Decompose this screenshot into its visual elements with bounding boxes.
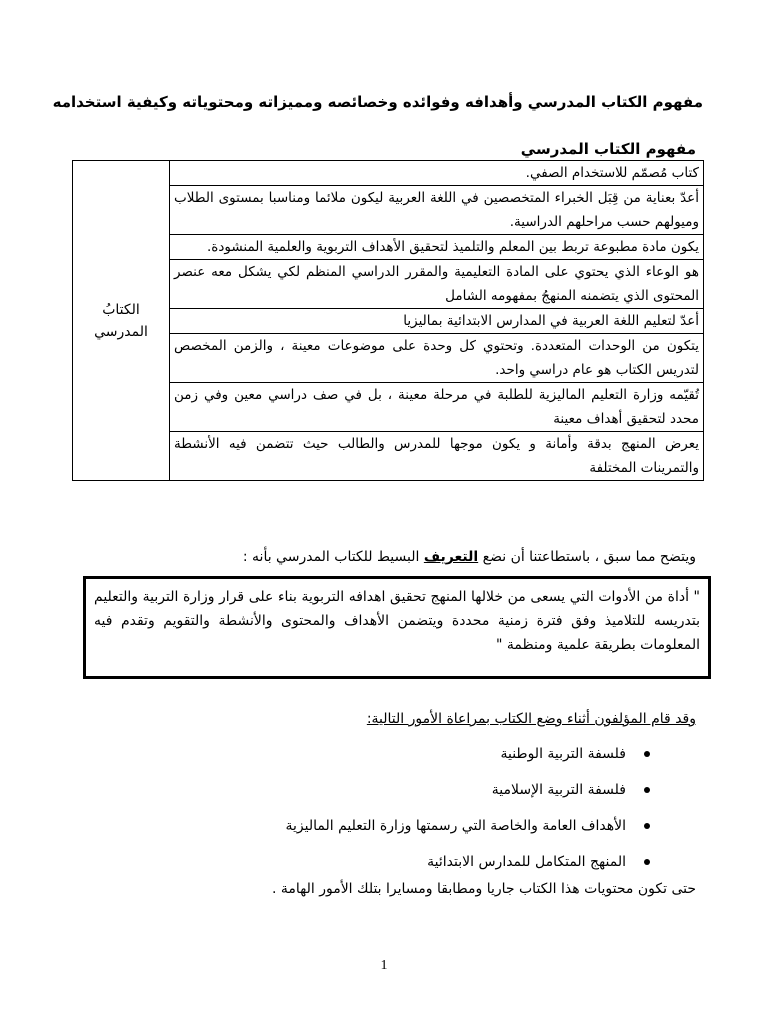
- table-cell: كتاب مُصمّم للاستخدام الصفي.: [170, 161, 704, 186]
- definition-intro: [60, 546, 696, 568]
- table-cell: يعرض المنهج بدقة وأمانة و يكون موجها للمدرس والطالب حيث تتضمن فيه الأنشطة والتمرينات المختلفة: [170, 432, 704, 481]
- concept-table: [72, 160, 704, 481]
- factors-list: [136, 736, 696, 880]
- table-cell: أعدّ بعناية من قِبَل الخبراء المتخصصين في اللغة العربية ليكون ملائما ومناسبا بمستوى الطلاب وميولهم حسب مراحلهم الدراسية.: [170, 186, 704, 235]
- table-row: [73, 161, 704, 186]
- list-item-text: فلسفة التربية الإسلامية: [491, 782, 626, 798]
- intro-text-after: البسيط للكتاب المدرسي بأنه :: [242, 549, 420, 565]
- list-item: [136, 736, 696, 772]
- bullet-icon: [644, 823, 650, 829]
- table-cell: أعدّ لتعليم اللغة العربية في المدارس الابتدائية بماليزيا: [170, 309, 704, 334]
- table-cell: يتكون من الوحدات المتعددة. وتحتوي كل وحدة على موضوعات معينة ، والزمن المخصص لتدريس الكتاب هو عام دراسي واحد.: [170, 334, 704, 383]
- conclusion: حتى تكون محتويات هذا الكتاب جاريا ومطابقا ومسايرا بتلك الأمور الهامة .: [271, 881, 696, 897]
- section-title: مفهوم الكتاب المدرسي: [520, 140, 696, 158]
- bullet-icon: [644, 751, 650, 757]
- bullet-icon: [644, 787, 650, 793]
- intro-keyword: التعريف: [423, 549, 479, 565]
- definition-box: " أداة من الأدوات التي يسعى من خلالها المنهج تحقيق اهدافه التربوية بناء على قرار وزارة التربية والتعليم بتدريسه للتلاميذ وفق فترة زمنية محددة ويتضمن الأهداف والمحتوى والأنشطة والتقويم وتقدم فيه المعلومات بطريقة علمية ومنظمة ": [83, 576, 711, 679]
- page-number: 1: [380, 958, 388, 973]
- table-row-header: الكتابُ المدرسي: [73, 161, 170, 481]
- list-item: [136, 772, 696, 808]
- table-cell: هو الوعاء الذي يحتوي على المادة التعليمية والمقرر الدراسي المنظم لكي يشكل معه عنصر المحتوى الذي يتضمنه المنهجُ بمفهومه الشامل: [170, 260, 704, 309]
- bullet-icon: [644, 859, 650, 865]
- list-item-text: المنهج المتكامل للمدارس الابتدائية: [427, 854, 626, 870]
- authors-note: وقد قام المؤلفون أثناء وضع الكتاب بمراعاة الأمور التالية:: [366, 711, 696, 727]
- document-title: مفهوم الكتاب المدرسي وأهدافه وفوائده وخصائصه ومميزاته ومحتوياته وكيفية استخدامه: [52, 93, 703, 111]
- list-item: [136, 844, 696, 880]
- intro-text-before: ويتضح مما سبق ، باستطاعتنا أن نضع: [482, 549, 696, 565]
- table-cell: تُقيّمه وزارة التعليم الماليزية للطلبة في مرحلة معينة ، بل في صف دراسي معين وفي زمن محدد لتحقيق أهداف معينة: [170, 383, 704, 432]
- list-item-text: الأهداف العامة والخاصة التي رسمتها وزارة التعليم الماليزية: [285, 818, 626, 834]
- list-item: [136, 808, 696, 844]
- table-cell: يكون مادة مطبوعة تربط بين المعلم والتلميذ لتحقيق الأهداف التربوية والعلمية المنشودة.: [170, 235, 704, 260]
- list-item-text: فلسفة التربية الوطنية: [500, 746, 626, 762]
